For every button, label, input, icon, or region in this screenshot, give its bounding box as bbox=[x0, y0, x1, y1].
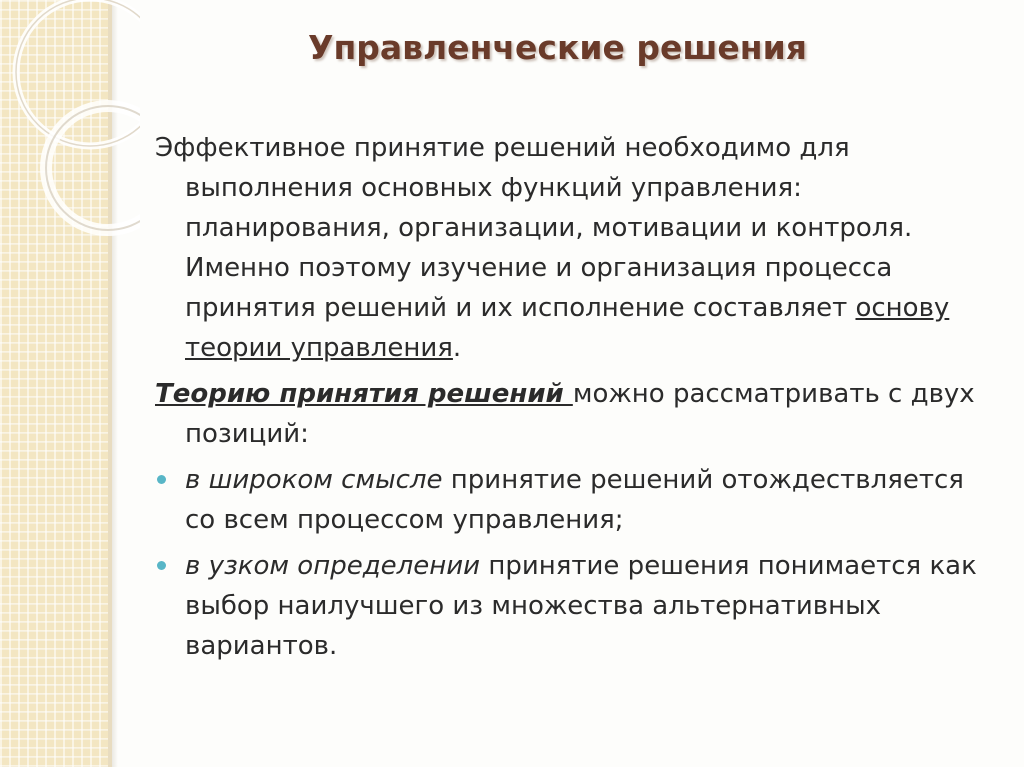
paragraph-theory-text: можно рассматривать с двух позиций: bbox=[185, 379, 975, 449]
paragraph-intro-text: Эффективное принятие решений необходимо для выполнения основных функций управления: планирования, организации, мотивации и контроля. Именно поэтому изучение и организация процесса принятия решений и их исполнение составляет bbox=[155, 133, 913, 323]
decorative-circles-icon bbox=[0, 0, 140, 260]
bullet-dot-icon bbox=[157, 561, 166, 570]
slide-body bbox=[155, 128, 995, 666]
bullet-narrow-italic: в узком определении bbox=[185, 551, 481, 581]
bullet-broad-text: принятие решений отождествляется со всем процессом управления; bbox=[185, 465, 964, 535]
bullet-broad-italic: в широком смысле bbox=[185, 465, 443, 495]
bullet-narrow-text: принятие решения понимается как выбор наилучшего из множества альтернативных вариантов. bbox=[185, 551, 977, 661]
paragraph-intro bbox=[155, 128, 995, 368]
bullet-item-broad bbox=[155, 460, 995, 540]
paragraph-theory bbox=[155, 374, 995, 454]
paragraph-intro-end: . bbox=[452, 333, 462, 363]
paragraph-intro-underlined: основу теории управления bbox=[185, 293, 950, 363]
slide-title: Управленческие решения bbox=[308, 28, 807, 67]
bullet-item-narrow bbox=[155, 546, 995, 666]
bullet-dot-icon bbox=[157, 475, 166, 484]
paragraph-theory-emphasis: Теорию принятия решений bbox=[155, 379, 573, 409]
